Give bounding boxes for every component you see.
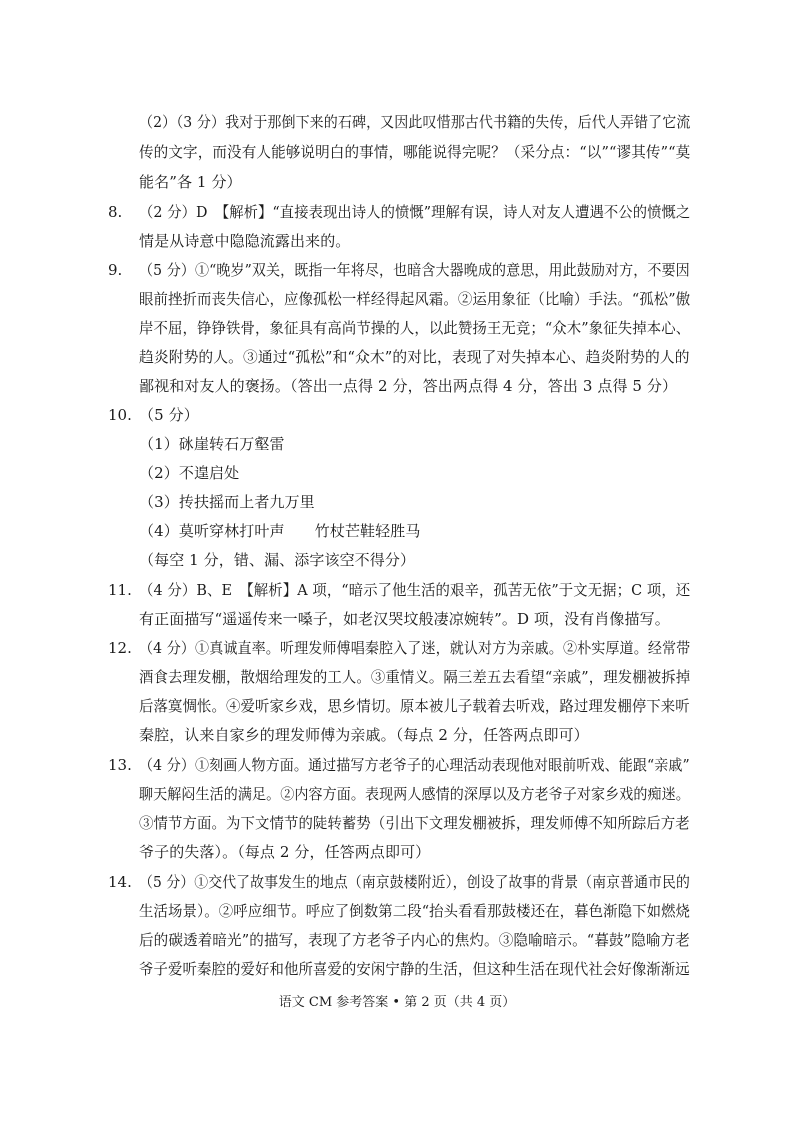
text-line: （5 分） — [139, 406, 199, 424]
text-line: （5 分）①“晚岁”双关，既指一年将尽，也暗含大器晚成的意思，用此鼓励对方，不要因 — [139, 261, 690, 279]
text-line: （2）（3 分）我对于那倒下来的石碑，又因此叹惜那古代书籍的失传，后代人弄错了它流 — [139, 113, 691, 131]
text-line: （4 分）①刻画人物方面。通过描写方老爷子的心理活动表现他对眼前听戏、能跟“亲戚” — [139, 756, 690, 774]
text-line: 聊天解闷生活的满足。②内容方面。表现两人感情的深厚以及方老爷子对家乡戏的痴迷。 — [139, 785, 690, 803]
question-number: 11. — [108, 581, 132, 599]
question-number: 10. — [108, 406, 132, 424]
text-line: ③情节方面。为下文情节的陡转蓄势（引出下文理发棚被拆，理发师傅不知所踪后方老 — [139, 814, 690, 832]
text-line: （1）砯崖转石万壑雷 — [139, 435, 285, 453]
question-number: 9. — [108, 261, 123, 279]
text-line: 传的文字，而没有人能够说明白的事情，哪能说得完呢？（采分点：“以”“谬其传”“莫 — [139, 143, 691, 161]
page-footer: 语文 CM 参考答案 • 第 2 页（共 4 页） — [278, 995, 516, 1010]
question-number: 8. — [108, 203, 123, 221]
text-line: （4）莫听穿林打叶声 竹杖芒鞋轻胜马 — [139, 522, 421, 540]
text-line: 有正面描写“遥遥传来一嗓子，如老汉哭坟般凄凉婉转”。D 项，没有肖像描写。 — [139, 610, 670, 628]
question-number: 12. — [108, 639, 132, 657]
text-line: 生活场景）。②呼应细节。呼应了倒数第二段“抬头看看那鼓楼还在，暮色渐隐下如燃烧 — [139, 902, 691, 920]
text-line: （2）不遑启处 — [139, 464, 240, 482]
text-line: （5 分）①交代了故事发生的地点（南京鼓楼附近），创设了故事的背景（南京普通市民的 — [139, 873, 690, 891]
text-line: （2 分）D 【解析】“直接表现出诗人的愤慨”理解有误，诗人对友人遭遇不公的愤慨之 — [139, 203, 691, 221]
text-line: （4 分）B、E 【解析】A 项，“暗示了他生活的艰辛，孤苦无依”于文无据；C 项，还 — [139, 581, 691, 599]
text-line: 情是从诗意中隐隐流露出来的。 — [139, 232, 351, 250]
question-number: 14. — [108, 873, 132, 891]
text-line: 眼前挫折而丧失信心，应像孤松一样经得起风霜。②运用象征（比喻）手法。“孤松”傲 — [139, 290, 691, 308]
text-line: 后的碳透着暗光”的描写，表现了方老爷子内心的焦灼。③隐喻暗示。“暮鼓”隐喻方老 — [139, 931, 690, 949]
text-line: 爷子爱听秦腔的爱好和他所喜爱的安闲宁静的生活，但这种生活在现代社会好像渐渐远 — [139, 960, 690, 978]
text-line: 趋炎附势的人。③通过“孤松”和“众木”的对比，表现了对失掉本心、趋炎附势的人的 — [139, 348, 690, 366]
text-line: 爷子的失落）。（每点 2 分，任答两点即可） — [139, 843, 431, 861]
text-line: （4 分）①真诚直率。听理发师傅唱秦腔入了迷，就认对方为亲戚。②朴实厚道。经常带 — [139, 639, 691, 657]
text-line: 鄙视和对友人的褒扬。（答出一点得 2 分，答出两点得 4 分，答出 3 点得 5 分） — [139, 377, 678, 395]
question-number: 13. — [108, 756, 132, 774]
text-line: 后落寞惆怅。④爱听家乡戏，思乡情切。原本被儿子载着去听戏，路过理发棚停下来听 — [139, 697, 690, 715]
text-line: 酒食去理发棚，散烟给理发的工人。③重情义。隔三差五去看望“亲戚”，理发棚被拆掉 — [139, 668, 691, 686]
text-line: 能名”各 1 分） — [139, 173, 242, 191]
text-line: 秦腔，认来自家乡的理发师傅为亲戚。（每点 2 分，任答两点即可） — [139, 726, 589, 744]
text-line: 岸不屈，铮铮铁骨，象征具有高尚节操的人，以此赞扬王无竞；“众木”象征失掉本心、 — [139, 319, 691, 337]
text-line: （3）抟扶摇而上者九万里 — [139, 493, 315, 511]
text-line: （每空 1 分，错、漏、添字该空不得分） — [139, 551, 416, 569]
